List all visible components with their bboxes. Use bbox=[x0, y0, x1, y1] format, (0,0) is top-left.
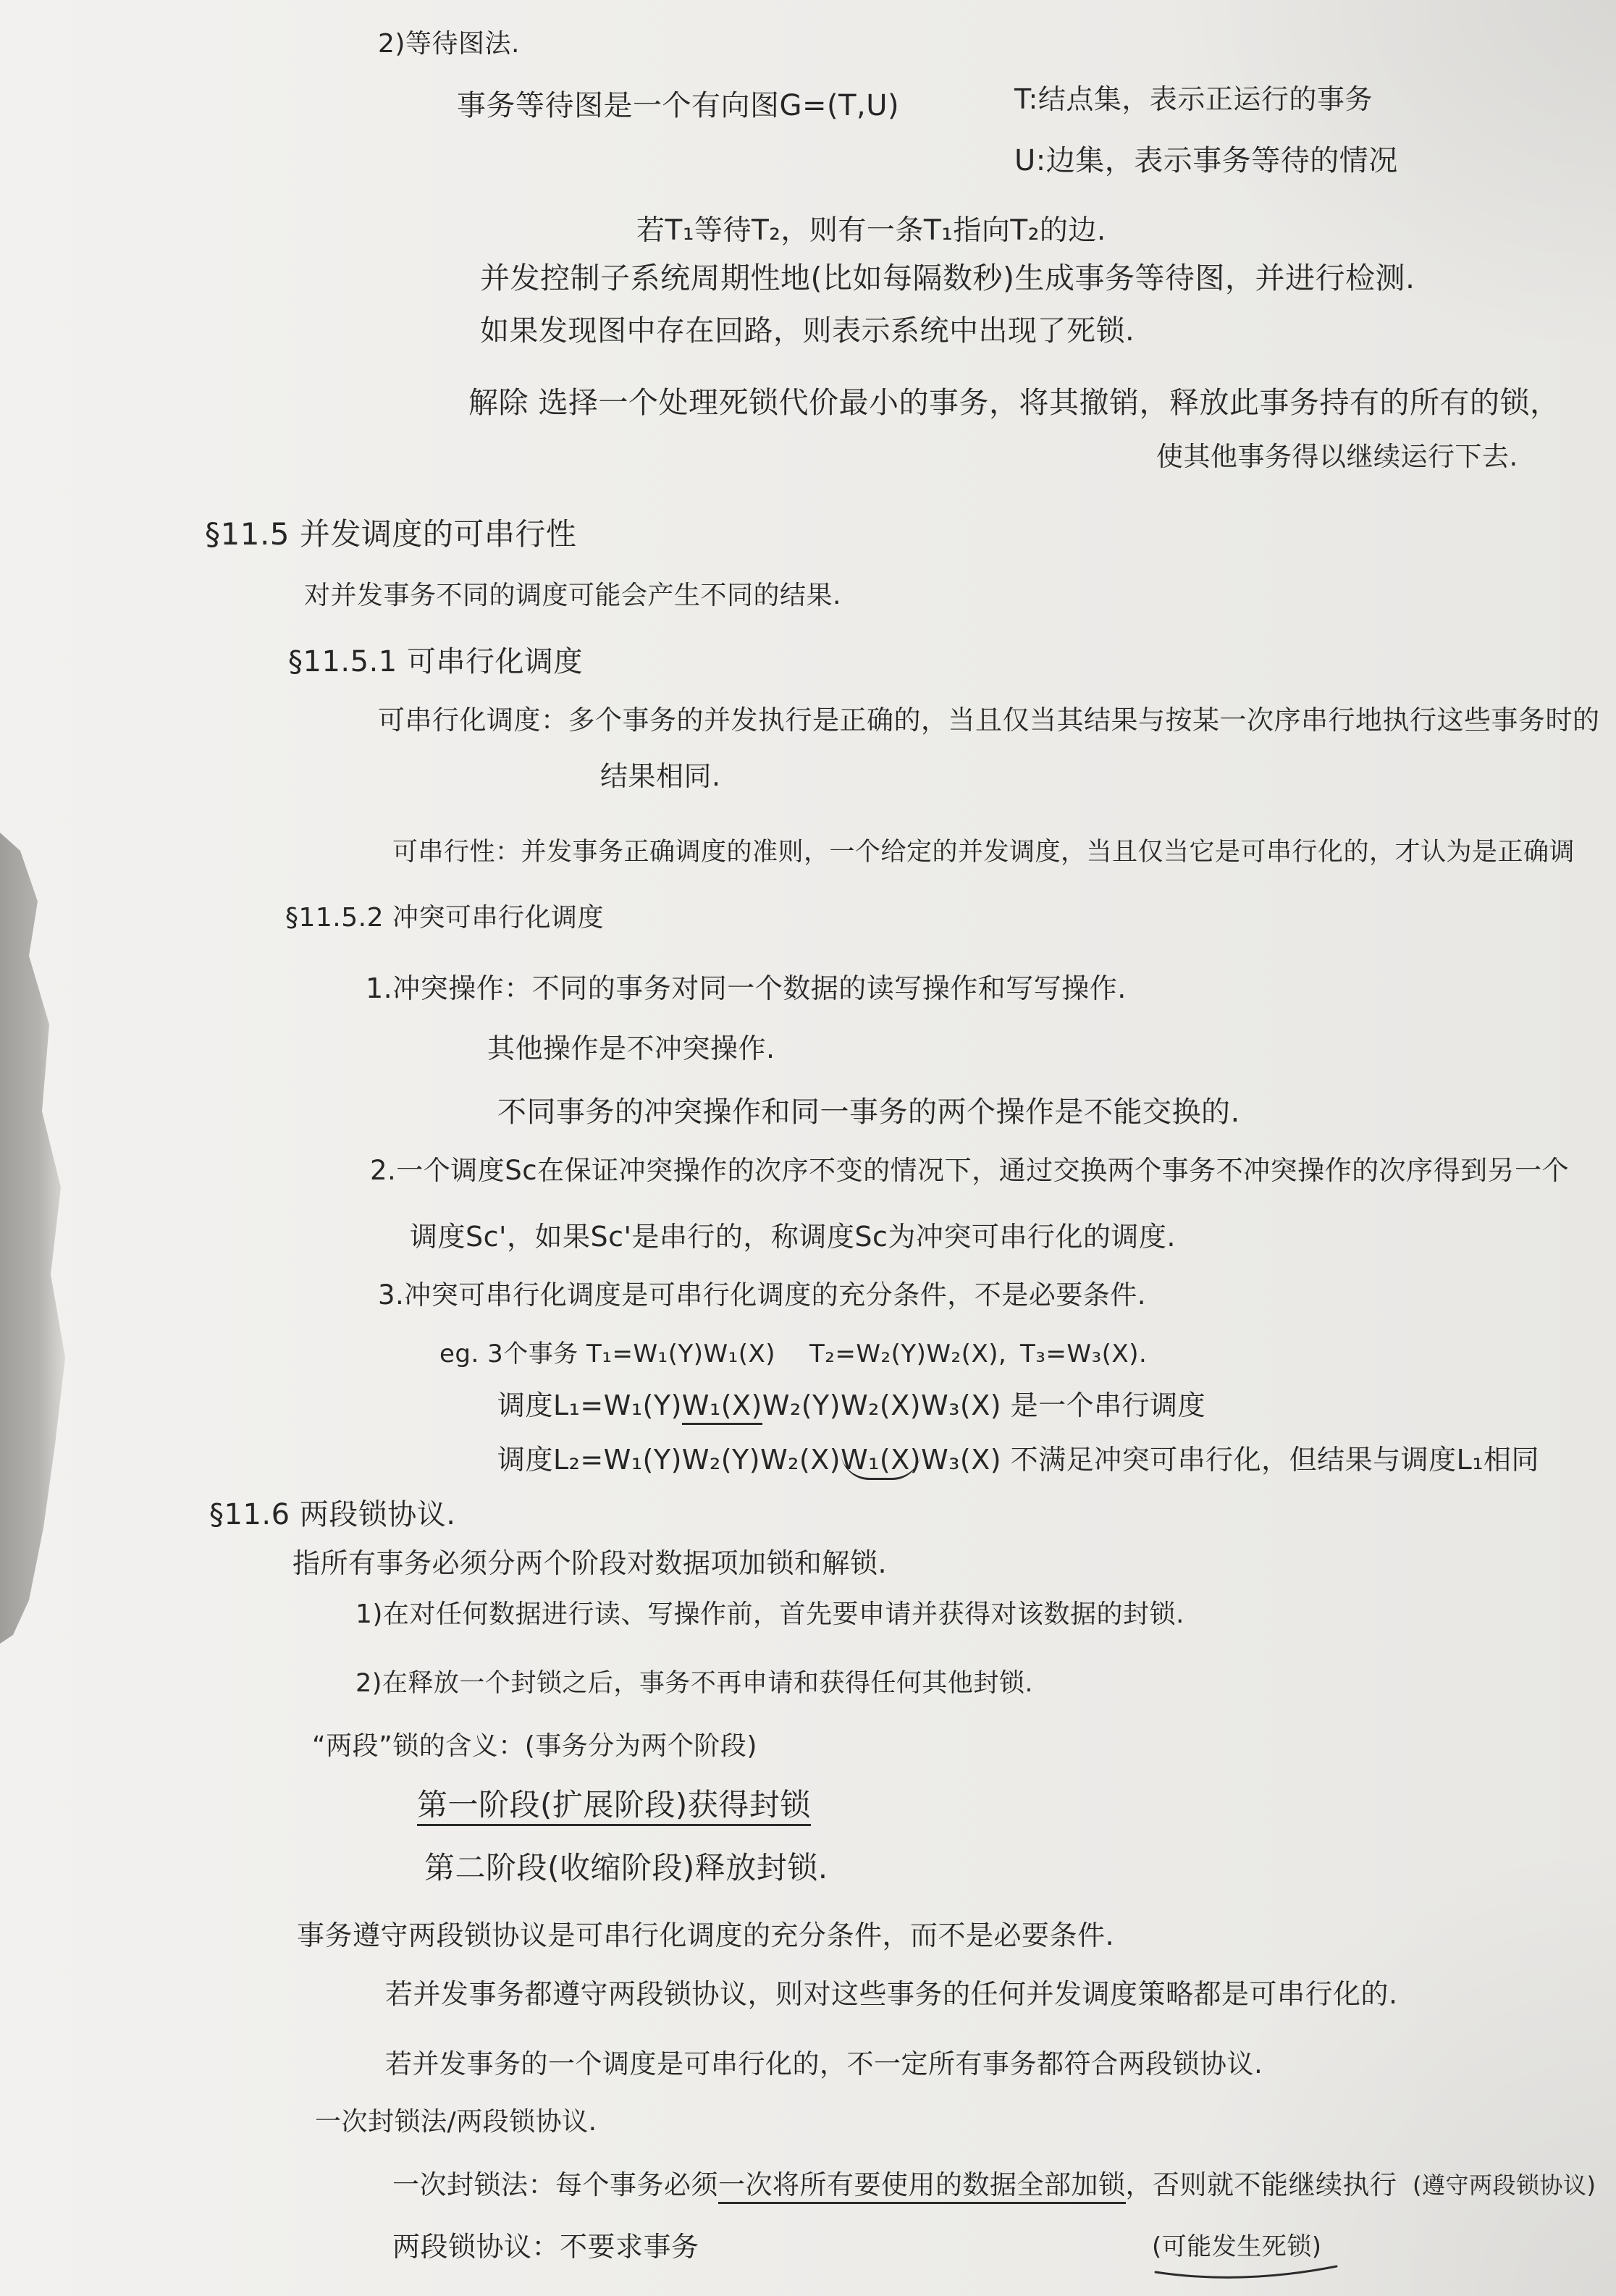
one-shot-prefix: 一次封锁法：每个事务必须 bbox=[392, 2169, 718, 2200]
serializable-definition-line-2: 结果相同. bbox=[600, 760, 721, 792]
node-set-note: T:结点集，表示正运行的事务 bbox=[1014, 83, 1373, 115]
schedule-l1-suffix: W₂(Y)W₂(X)W₃(X) 是一个串行调度 bbox=[762, 1389, 1206, 1421]
wait-for-graph-definition: 事务等待图是一个有向图G=(T,U) bbox=[457, 89, 900, 122]
two-phase-sufficiency-a: 若并发事务都遵守两段锁协议，则对这些事务的任何并发调度策略都是可串行化的. bbox=[385, 1978, 1398, 2010]
edge-rule: 若T₁等待T₂，则有一条T₁指向T₂的边. bbox=[636, 214, 1106, 247]
two-phase-note: (可能发生死锁) bbox=[1152, 2232, 1322, 2261]
two-phase-sufficiency: 事务遵守两段锁协议是可串行化调度的充分条件，而不是必要条件. bbox=[297, 1919, 1115, 1951]
two-phase-sufficiency-b: 若并发事务的一个调度是可串行化的，不一定所有事务都符合两段锁协议. bbox=[385, 2048, 1263, 2080]
schedule-l2-prefix: 调度L₂=W₁(Y)W₂(Y)W₂(X) bbox=[497, 1444, 841, 1476]
two-phase-definition: 指所有事务必须分两个阶段对数据项加锁和解锁. bbox=[293, 1547, 888, 1579]
serializability-criterion: 可串行性：并发事务正确调度的准则，一个给定的并发调度，当且仅当它是可串行化的，才认为是正确调 bbox=[392, 838, 1575, 867]
non-conflict-note: 其他操作是不冲突操作. bbox=[487, 1033, 775, 1064]
two-phase-locking: 两段锁协议：不要求事务 bbox=[392, 2231, 699, 2263]
conflict-serializable-def-line-1: 2.一个调度Sc在保证冲突操作的次序不变的情况下，通过交换两个事务不冲突操作的次序得到另一个 bbox=[370, 1155, 1570, 1186]
example-t3: T₃=W₃(X). bbox=[1020, 1340, 1148, 1368]
non-swappable-note: 不同事务的冲突操作和同一事务的两个操作是不能交换的. bbox=[497, 1096, 1240, 1129]
sufficient-condition-note: 3.冲突可串行化调度是可串行化调度的充分条件，不是必要条件. bbox=[378, 1279, 1147, 1311]
edge-set-note: U:边集，表示事务等待的情况 bbox=[1014, 144, 1398, 177]
example-transactions: eg. 3个事务 T₁=W₁(Y)W₁(X) bbox=[439, 1340, 776, 1368]
detection-line-1: 并发控制子系统周期性地(比如每隔数秒)生成事务等待图，并进行检测. bbox=[480, 261, 1415, 295]
section-11-5-intro: 对并发事务不同的调度可能会产生不同的结果. bbox=[304, 581, 841, 610]
conflict-serializable-def-line-2: 调度Sc'，如果Sc'是串行的，称调度Sc为冲突可串行化的调度. bbox=[410, 1221, 1177, 1253]
one-shot-note: (遵守两段锁协议) bbox=[1413, 2171, 1596, 2199]
detection-line-2: 如果发现图中存在回路，则表示系统中出现了死锁. bbox=[480, 314, 1135, 348]
section-11-5-1-heading: §11.5.1 可串行化调度 bbox=[288, 645, 583, 678]
schedule-l1-marked-op: W₁(X) bbox=[682, 1389, 762, 1425]
two-phase-meaning: “两段”锁的含义：(事务分为两个阶段) bbox=[312, 1731, 757, 1761]
wait-for-graph-heading: 2)等待图法. bbox=[378, 29, 520, 59]
two-phase-rule-1: 1)在对任何数据进行读、写操作前，首先要申请并获得对该数据的封锁. bbox=[355, 1599, 1184, 1629]
conflict-operations: 1.冲突操作：不同的事务对同一个数据的读写操作和写写操作. bbox=[366, 972, 1127, 1004]
schedule-l1-prefix: 调度L₁=W₁(Y) bbox=[497, 1389, 682, 1421]
two-phase-rule-2: 2)在释放一个封锁之后，事务不再申请和获得任何其他封锁. bbox=[355, 1669, 1034, 1698]
serializable-definition-line-1: 可串行化调度：多个事务的并发执行是正确的，当且仅当其结果与按某一次序串行地执行这些事务时的 bbox=[378, 705, 1600, 736]
shrinking-phase: 第二阶段(收缩阶段)释放封锁. bbox=[424, 1850, 828, 1885]
section-11-5-2-heading: §11.5.2 冲突可串行化调度 bbox=[285, 903, 604, 933]
one-shot-suffix: ，否则就不能继续执行 bbox=[1125, 2169, 1397, 2200]
locking-comparison-heading: 一次封锁法/两段锁协议. bbox=[315, 2107, 597, 2137]
schedule-l2-suffix: W₃(X) 不满足冲突可串行化，但结果与调度L₁相同 bbox=[921, 1444, 1540, 1476]
schedule-l2-marked-op: W₁(X) bbox=[841, 1444, 921, 1480]
growing-phase-text: 第一阶段(扩展阶段)获得封锁 bbox=[417, 1787, 811, 1826]
section-11-6-heading: §11.6 两段锁协议. bbox=[209, 1498, 456, 1531]
section-11-5-heading: §11.5 并发调度的可串行性 bbox=[205, 516, 577, 552]
one-shot-marked: 一次将所有要使用的数据全部加锁 bbox=[718, 2169, 1126, 2204]
resolution-line-2: 使其他事务得以继续运行下去. bbox=[1156, 441, 1518, 472]
example-t2: T₂=W₂(Y)W₂(X), bbox=[809, 1340, 1007, 1368]
resolution-line-1: 解除 选择一个处理死锁代价最小的事务，将其撤销，释放此事务持有的所有的锁， bbox=[468, 385, 1560, 420]
